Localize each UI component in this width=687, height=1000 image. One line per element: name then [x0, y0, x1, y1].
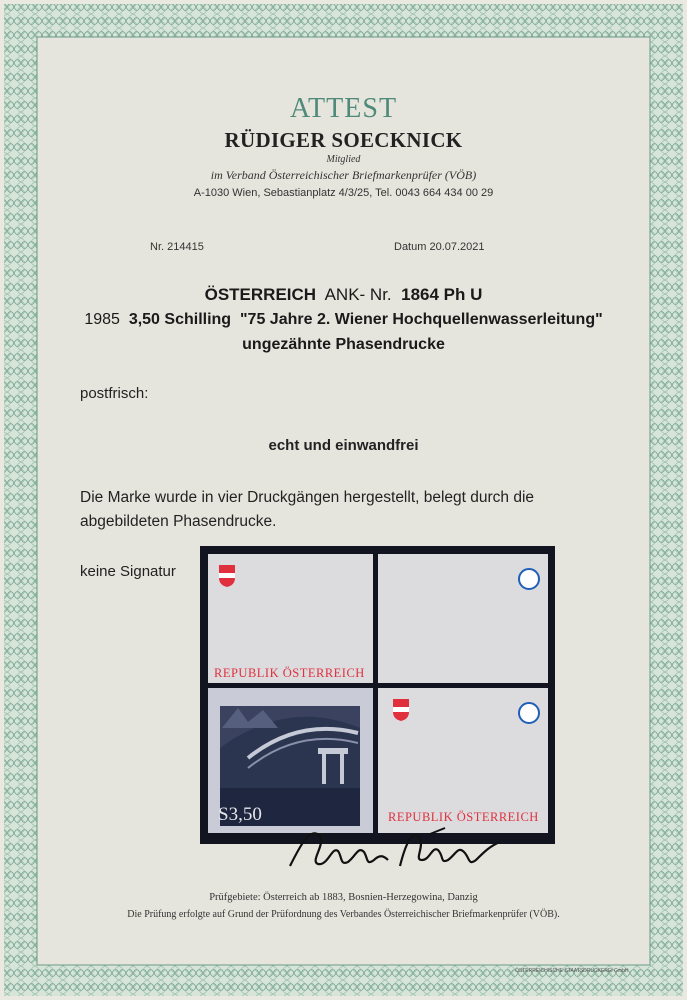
condition-label: postfrisch:: [80, 385, 149, 402]
stamp-photo-block: [200, 546, 555, 844]
phase-print-blue: [378, 554, 548, 683]
issue-title: "75 Jahre 2. Wiener Hochquellenwasserleitung": [239, 311, 603, 328]
catalog-prefix: ANK- Nr.: [324, 285, 392, 304]
certificate-date: Datum 20.07.2021: [394, 241, 485, 253]
face-value: 3,50 Schilling: [128, 311, 232, 328]
catalog-line: [38, 285, 649, 305]
stamp-value: S3,50: [218, 804, 262, 825]
printer-imprint: ÖSTERREICHISCHE STAATSDRUCKEREI GmbH: [515, 968, 629, 974]
phase-print-dark: [208, 688, 373, 833]
variety: ungezähnte Phasendrucke: [242, 336, 445, 353]
phase-print-red: [208, 554, 373, 683]
country: ÖSTERREICH: [204, 285, 317, 304]
certificate-number: Nr. 214415: [150, 241, 204, 253]
republik-label: REPUBLIK ÖSTERREICH: [388, 810, 539, 824]
attest-title: ATTEST: [289, 93, 398, 124]
address: A-1030 Wien, Sebastianplatz 4/3/25, Tel. 0043 664 434 00 29: [193, 187, 494, 199]
blue-dot-icon: [518, 568, 540, 590]
signature-note: keine Signatur: [80, 563, 176, 580]
phase-print-combined: [378, 688, 548, 833]
handwritten-signature: [280, 816, 510, 876]
austria-shield-icon: [218, 564, 236, 588]
austria-shield-icon: [392, 698, 410, 722]
member-label: Mitglied: [326, 154, 361, 165]
association: im Verband Österreichischer Briefmarkenprüfer (VÖB): [210, 168, 477, 182]
examiner-name: RÜDIGER SOECKNICK: [224, 128, 463, 152]
blue-dot-icon: [518, 702, 540, 724]
examination-rules: Die Prüfung erfolgte auf Grund der Prüfordnung des Verbandes Österreichischer Briefmarkenprüfer (VÖB).: [127, 909, 560, 920]
issue-year: 1985: [84, 311, 120, 328]
republik-label: REPUBLIK ÖSTERREICH: [214, 666, 365, 680]
description: Die Marke wurde in vier Druckgängen hergestellt, belegt durch die abgebildeten Phasendrucke.: [80, 489, 535, 530]
verdict: echt und einwandfrei: [268, 437, 419, 454]
examination-scope: Prüfgebiete: Österreich ab 1883, Bosnien-Herzegowina, Danzig: [209, 892, 478, 903]
catalog-number: 1864 Ph U: [401, 285, 483, 304]
issue-line: [38, 311, 649, 329]
